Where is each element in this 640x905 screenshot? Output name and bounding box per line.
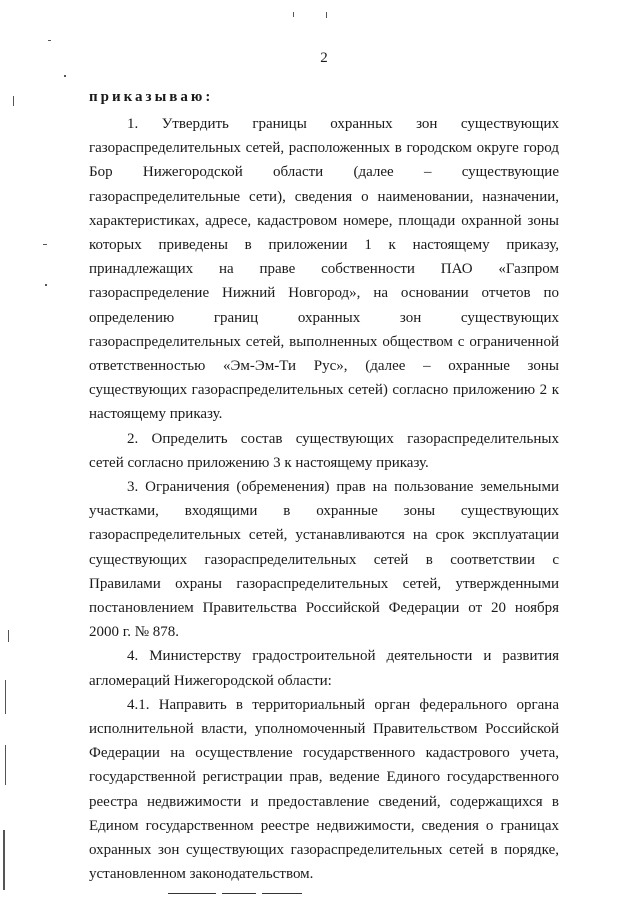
paragraph-1: 1. Утвердить границы охранных зон существующих газораспределительных сетей, расположенных в городском округе город Бор Нижегородской области (далее – существующие газораспределительные сети), сведения о наименовании, назначении, характеристиках, адресе, кадастровом номере, площади охранной зоны которых приведены в приложении 1 к настоящему приказу, принадлежащих на праве собственности ПАО «Газпром газораспределение Нижний Новгород», на основании отчетов по определению границ охранных зон существующих газораспределительных сетей, выполненных обществом с ограниченной ответственностью «Эм-Эм-Ти Рус», (далее – охранные зоны существующих газораспределительных сетей) согласно приложению 2 к настоящему приказу. [89,116,559,423]
scan-mark [5,745,6,785]
scan-mark [64,75,66,77]
scan-mark [326,12,327,18]
paragraph-2: 2. Определить состав существующих газораспределительных сетей согласно приложению 3 к настоящему приказу. [89,430,559,471]
scan-mark [13,96,14,106]
scan-mark [45,284,47,286]
paragraph-4: 4. Министерству градостроительной деятельности и развития агломераций Нижегородской области: [89,648,559,689]
footer-line [262,893,302,894]
scan-mark [48,40,51,41]
scan-mark [8,630,9,642]
scan-mark [293,12,294,17]
paragraph-3: 3. Ограничения (обременения) прав на пользование земельными участками, входящими в охранные зоны существующих газораспределительных сетей, устанавливаются на срок эксплуатации существующих газораспределительных сетей в соответствии с Правилами охраны газораспределительных сетей, утвержденными постановлением Правительства Российской Федерации от 20 ноября 2000 г. № 878. [89,479,559,641]
scan-mark [43,244,47,245]
order-heading: приказываю: [89,89,214,105]
scan-mark [3,830,5,890]
order-body [89,112,559,887]
footer-line [168,893,216,894]
paragraph-4-1: 4.1. Направить в территориальный орган федерального органа исполнительной власти, уполномоченный Правительством Российской Федерации на осуществление государственного кадастрового учета, государственной регистрации прав, ведение Единого государственного реестра недвижимости и предоставление сведений, содержащихся в Едином государственном реестре недвижимости, сведения о границах охранных зон существующих газораспределительных сетей в порядке, установленном законодательством. [89,696,559,883]
page-number: 2 [320,50,328,66]
footer-line [222,893,256,894]
scan-mark [5,680,6,714]
